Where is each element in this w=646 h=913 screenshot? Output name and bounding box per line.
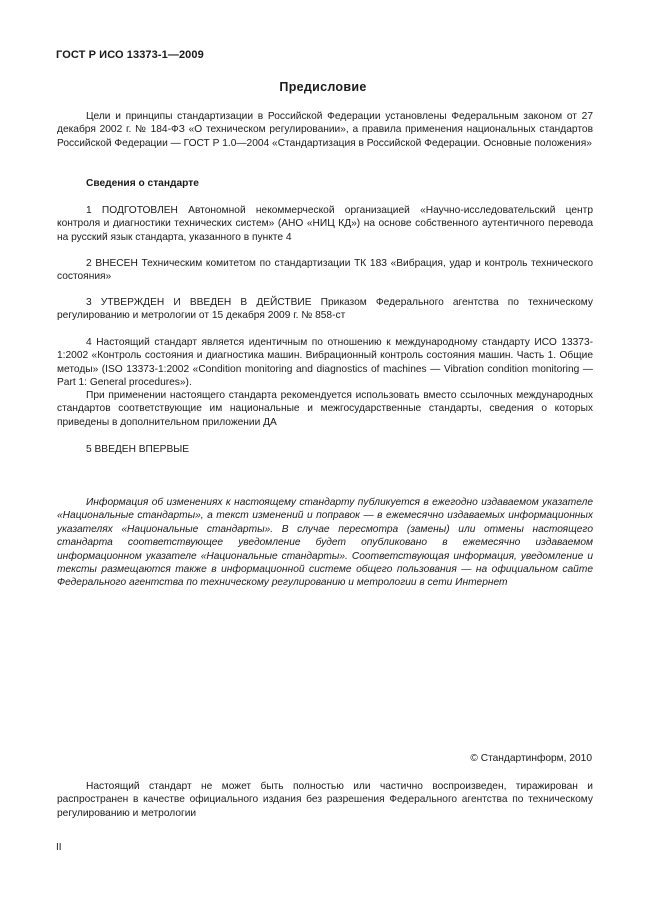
copyright: © Стандартинформ, 2010 [470,753,592,764]
item-2-introduced: 2 ВНЕСЕН Техническим комитетом по стандартизации ТК 183 «Вибрация, удар и контроль технического состояния» [57,258,593,283]
section-heading: Сведения о стандарте [86,178,199,189]
document-header: ГОСТ Р ИСО 13373-1—2009 [56,49,204,61]
page-title: Предисловие [279,80,367,94]
item-3-approved: 3 УТВЕРЖДЕН И ВВЕДЕН В ДЕЙСТВИЕ Приказом Федерального агентства по техническому регулированию и метрологии от 15 декабря 2009 г. № 858-ст [57,297,593,322]
page-number: II [56,842,62,853]
intro-paragraph: Цели и принципы стандартизации в Российской Федерации установлены Федеральным законом от 27 декабря 2002 г. № 184-ФЗ «О техническом регулировании», а правила применения национальных стандартов Российской Федерации — ГОСТ Р 1.0—2004 «Стандартизация в Российской Федерации. Основные положения» [57,111,593,149]
info-note: Информация об изменениях к настоящему стандарту публикуется в ежегодно издаваемом указателе «Национальные стандарты», а текст изменений и поправок — в ежемесячно издаваемых информационных указателях «Национальные стандарты». В случае пересмотра (замены) или отмены настоящего стандарта соответствующее уведомление будет опубликовано в ежемесячно издаваемом информационном указателе «Национальные стандарты». Соответствующая информация, уведомление и тексты размещаются также в информационной системе общего пользования — на официальном сайте Федерального агентства по техническому регулированию и метрологии в сети Интернет [57,497,593,589]
item-5-first-introduced: 5 ВВЕДЕН ВПЕРВЫЕ [86,444,190,455]
reproduction-notice: Настоящий стандарт не может быть полностью или частично воспроизведен, тиражирован и распространен в качестве официального издания без разрешения Федерального агентства по техническому регулированию и метрологии [57,781,593,819]
item-1-prepared: 1 ПОДГОТОВЛЕН Автономной некоммерческой организацией «Научно-исследовательский центр контроля и диагностики технических систем» (АНО «НИЦ КД») на основе собственного аутентичного перевода на русский язык стандарта, указанного в пункте 4 [57,205,593,243]
item-4-identical: 4 Настоящий стандарт является идентичным по отношению к международному стандарту ИСО 13373-1:2002 «Контроль состояния и диагностика машин. Вибрационный контроль состояния машин. Часть 1. Общие методы» (ISO 13373-1:2002 «Condition monitoring and diagnostics of machines — Vibration condition monitoring — Part 1: General procedures»). [57,337,593,389]
item-4-application-note: При применении настоящего стандарта рекомендуется использовать вместо ссылочных международных стандартов соответствующие им национальные и межгосударственные стандарты, сведения о которых приведены в дополнительном приложении ДА [57,390,593,428]
